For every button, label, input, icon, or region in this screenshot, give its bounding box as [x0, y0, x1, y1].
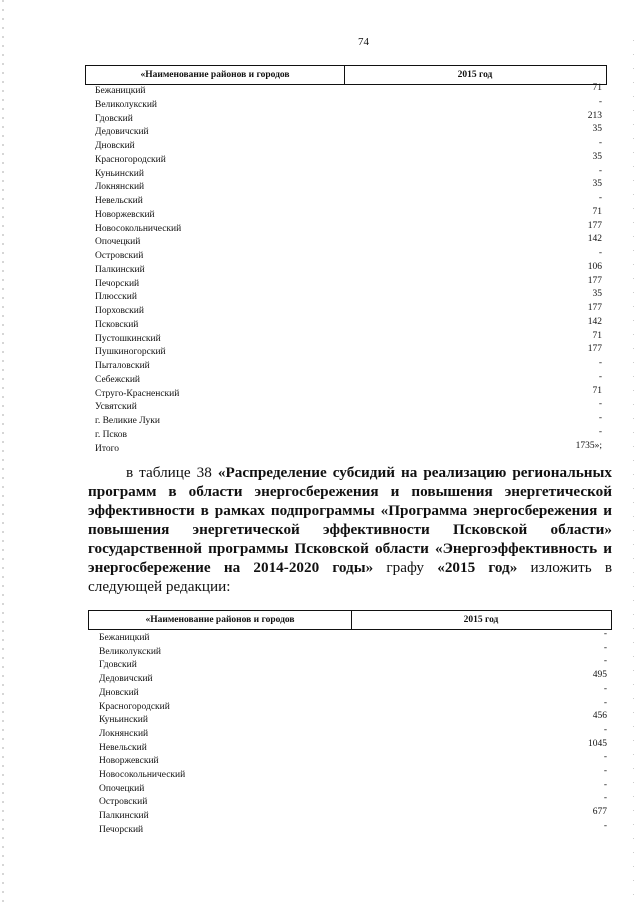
table-row-name: Локнянский — [95, 182, 145, 193]
table-row-value: - — [598, 358, 602, 368]
table-row-value: 1045 — [588, 738, 607, 749]
table-row-value: - — [598, 165, 602, 176]
table-row-name: Пыталовский — [95, 361, 150, 371]
table-row-value: 71 — [592, 206, 602, 217]
table2-values — [455, 629, 607, 869]
table-row-value: - — [603, 697, 607, 708]
table-row-name: Печорский — [95, 278, 140, 289]
table-row-name: Себежский — [95, 374, 140, 385]
table-row-name: Палкинский — [99, 811, 149, 822]
table-row-value: - — [598, 399, 602, 410]
table-row-value: 456 — [592, 711, 607, 722]
table-row-value: 177 — [587, 220, 602, 231]
table-row-name: Опочецкий — [95, 237, 141, 248]
scan-right-marks — [633, 40, 634, 900]
table1-header-name: «Наименование районов и городов — [86, 66, 345, 84]
table-row-value: 213 — [587, 110, 602, 121]
table-row-value: - — [598, 96, 602, 107]
table-row-value: - — [598, 426, 602, 437]
table-row-name: Пустошкинский — [95, 333, 161, 344]
table-row-value: 1735»; — [575, 440, 602, 451]
table-row-name: г. Псков — [95, 429, 128, 440]
table-row-value: 35 — [592, 289, 602, 300]
table-row-name: Усвятский — [95, 402, 137, 413]
table1-names — [95, 86, 345, 466]
table-row-value: - — [603, 656, 607, 667]
table-row-name: Новоржевский — [95, 209, 155, 220]
table-row-name: Порховский — [95, 306, 144, 316]
table-row-value: - — [598, 371, 602, 382]
table-row-name: Великолукский — [95, 99, 158, 110]
table-row-name: Островский — [99, 797, 148, 808]
table-row-value: - — [603, 766, 607, 776]
table-row-value: - — [598, 138, 602, 148]
table-row-name: Пушкиногорский — [95, 347, 166, 358]
table-row-name: Печорский — [99, 824, 144, 835]
table-row-name: Дедовичский — [95, 127, 149, 138]
table-row-name: Новосокольнический — [99, 770, 186, 780]
table-row-value: 71 — [592, 385, 602, 396]
table-row-name: Островский — [95, 251, 144, 261]
table1-header — [85, 65, 607, 85]
table-row-value: 142 — [587, 234, 602, 245]
table-row-name: Красногородский — [95, 154, 166, 165]
amendment-paragraph — [88, 463, 612, 596]
table-row-value: - — [603, 683, 607, 694]
table-row-name: Палкинский — [95, 264, 145, 275]
table-row-value: - — [603, 629, 607, 639]
table-row-value: 177 — [587, 344, 602, 355]
table-row-value: 495 — [592, 670, 607, 681]
table2-header-name: «Наименование районов и городов — [89, 611, 352, 629]
paragraph-intro: в таблице 38 — [126, 464, 218, 481]
table-row-value: - — [598, 413, 602, 423]
table2-header-year: 2015 год — [463, 615, 499, 625]
table-row-name: Итого — [95, 443, 120, 454]
table-row-value: - — [603, 724, 607, 735]
table-row-value: - — [603, 820, 607, 831]
table-row-name: г. Великие Луки — [95, 416, 160, 426]
table-row-value: 35 — [592, 151, 602, 162]
table-row-name: Плюсский — [95, 292, 137, 303]
table-row-name: Новоржевский — [99, 756, 159, 767]
table-row-name: Дновский — [95, 141, 135, 151]
table-row-name: Бежаницкий — [99, 633, 150, 643]
table2-header — [88, 610, 612, 630]
page-number: 74 — [358, 36, 369, 48]
table-row-value: 71 — [592, 83, 602, 93]
paragraph-table-title: «Распределение субсидий на реализацию региональных программ в области энергосбережения и повышения энергетической эффективности в рамках подпрограммы «Программа энергосбережения и повышения энергетической эффективности Псковской области» государственной программы Псковской области «Энергоэффективность и энергосбережение на 2014-2020 годы» — [88, 464, 612, 576]
table-row-value: 35 — [592, 124, 602, 135]
paragraph-column-name: «2015 год» — [437, 559, 518, 576]
table-row-name: Струго-Красненский — [95, 388, 180, 399]
table-row-name: Гдовский — [99, 660, 137, 671]
table2-names — [99, 633, 349, 873]
table-row-name: Гдовский — [95, 113, 133, 124]
table-row-value: 177 — [587, 303, 602, 313]
table-row-value: 71 — [592, 330, 602, 341]
table-row-name: Опочецкий — [99, 783, 145, 794]
table-row-name: Невельский — [95, 196, 143, 206]
table-row-name: Дедовичский — [99, 674, 153, 685]
table-row-value: - — [603, 793, 607, 804]
table1-header-year: 2015 год — [457, 70, 493, 80]
paragraph-ending: изложить в следующей редакции: — [88, 559, 613, 595]
paragraph-column-word: графу — [373, 559, 438, 576]
table-row-value: 35 — [592, 179, 602, 190]
table-row-name: Бежаницкий — [95, 86, 146, 96]
scan-edge-marks — [2, 0, 4, 905]
table1-values — [450, 83, 602, 463]
table-row-name: Локнянский — [99, 728, 149, 739]
table-row-value: - — [603, 779, 607, 790]
table-row-name: Куньинский — [99, 715, 148, 726]
table-row-value: 142 — [587, 316, 602, 327]
table-row-value: 177 — [587, 275, 602, 286]
table-row-name: Красногородский — [99, 701, 170, 712]
table-row-value: - — [603, 752, 607, 763]
table-row-name: Дновский — [99, 687, 139, 698]
table-row-name: Невельский — [99, 742, 147, 753]
table-row-value: - — [603, 642, 607, 653]
table-row-name: Псковский — [95, 319, 139, 330]
table-row-name: Куньинский — [95, 168, 144, 179]
table-row-value: - — [598, 193, 602, 203]
table-row-value: 106 — [587, 261, 602, 272]
table-row-value: - — [598, 248, 602, 258]
table-row-name: Новосокольнический — [95, 223, 182, 234]
table-row-name: Великолукский — [99, 646, 162, 657]
table-row-value: 677 — [592, 807, 607, 818]
